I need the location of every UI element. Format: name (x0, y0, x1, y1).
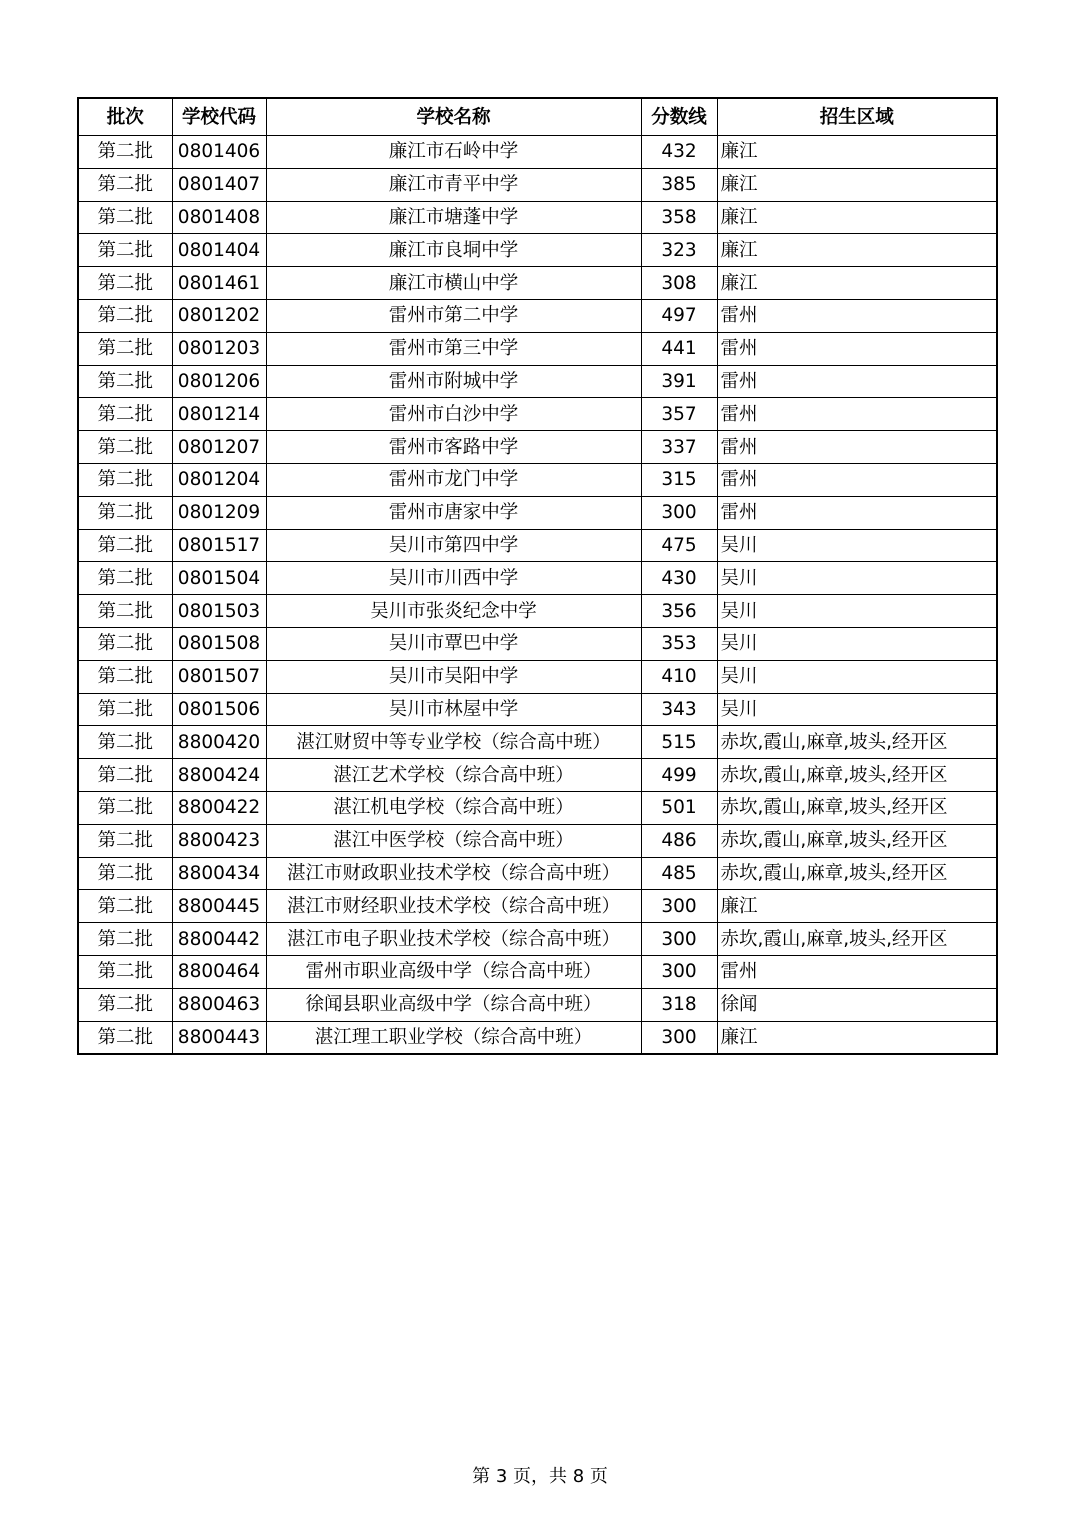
school-code-cell: 0801209 (172, 496, 266, 529)
table-row (78, 857, 997, 890)
enrollment-area-cell: 廉江 (717, 1021, 997, 1054)
school-name-cell: 湛江中医学校（综合高中班） (266, 824, 641, 857)
enrollment-area-cell: 吴川 (717, 529, 997, 562)
header-score-line: 分数线 (641, 98, 717, 136)
enrollment-area-cell: 赤坎,霞山,麻章,坡头,经开区 (717, 857, 997, 890)
batch-cell: 第二批 (78, 398, 172, 431)
score-line-cell: 486 (641, 824, 717, 857)
batch-cell: 第二批 (78, 923, 172, 956)
school-code-cell: 0801203 (172, 332, 266, 365)
batch-cell: 第二批 (78, 759, 172, 792)
school-name-cell: 吴川市覃巴中学 (266, 627, 641, 660)
enrollment-area-cell: 雷州 (717, 431, 997, 464)
school-name-cell: 雷州市第二中学 (266, 299, 641, 332)
school-code-cell: 0801408 (172, 201, 266, 234)
score-line-cell: 441 (641, 332, 717, 365)
table-row (78, 365, 997, 398)
batch-cell: 第二批 (78, 529, 172, 562)
table-body (78, 136, 997, 1055)
school-code-cell: 0801506 (172, 693, 266, 726)
enrollment-area-cell: 廉江 (717, 201, 997, 234)
table-row (78, 398, 997, 431)
school-name-cell: 廉江市良垌中学 (266, 234, 641, 267)
school-name-cell: 湛江理工职业学校（综合高中班） (266, 1021, 641, 1054)
batch-cell: 第二批 (78, 726, 172, 759)
table-row (78, 923, 997, 956)
table-row (78, 759, 997, 792)
table-row (78, 496, 997, 529)
score-line-cell: 343 (641, 693, 717, 726)
enrollment-area-cell: 赤坎,霞山,麻章,坡头,经开区 (717, 923, 997, 956)
table-row (78, 890, 997, 923)
table-row (78, 726, 997, 759)
batch-cell: 第二批 (78, 332, 172, 365)
school-code-cell: 8800422 (172, 791, 266, 824)
table-row (78, 201, 997, 234)
batch-cell: 第二批 (78, 627, 172, 660)
school-code-cell: 0801206 (172, 365, 266, 398)
batch-cell: 第二批 (78, 496, 172, 529)
score-line-cell: 315 (641, 463, 717, 496)
school-code-cell: 8800463 (172, 988, 266, 1021)
school-name-cell: 吴川市吴阳中学 (266, 660, 641, 693)
school-name-cell: 吴川市第四中学 (266, 529, 641, 562)
enrollment-area-cell: 吴川 (717, 562, 997, 595)
school-code-cell: 0801207 (172, 431, 266, 464)
table-row (78, 562, 997, 595)
batch-cell: 第二批 (78, 168, 172, 201)
score-line-cell: 308 (641, 267, 717, 300)
school-name-cell: 徐闻县职业高级中学（综合高中班） (266, 988, 641, 1021)
school-code-cell: 8800443 (172, 1021, 266, 1054)
table-row (78, 693, 997, 726)
school-name-cell: 雷州市第三中学 (266, 332, 641, 365)
score-line-cell: 515 (641, 726, 717, 759)
table-row (78, 136, 997, 169)
school-name-cell: 雷州市白沙中学 (266, 398, 641, 431)
score-line-cell: 353 (641, 627, 717, 660)
score-line-cell: 300 (641, 1021, 717, 1054)
batch-cell: 第二批 (78, 365, 172, 398)
enrollment-area-cell: 雷州 (717, 332, 997, 365)
batch-cell: 第二批 (78, 824, 172, 857)
enrollment-area-cell: 吴川 (717, 660, 997, 693)
score-line-cell: 497 (641, 299, 717, 332)
table-row (78, 267, 997, 300)
table-row (78, 595, 997, 628)
score-line-cell: 410 (641, 660, 717, 693)
enrollment-area-cell: 吴川 (717, 627, 997, 660)
school-code-cell: 0801202 (172, 299, 266, 332)
school-code-cell: 8800424 (172, 759, 266, 792)
score-line-cell: 337 (641, 431, 717, 464)
school-code-cell: 0801504 (172, 562, 266, 595)
enrollment-area-cell: 赤坎,霞山,麻章,坡头,经开区 (717, 726, 997, 759)
batch-cell: 第二批 (78, 857, 172, 890)
score-line-cell: 391 (641, 365, 717, 398)
school-code-cell: 0801507 (172, 660, 266, 693)
score-line-cell: 357 (641, 398, 717, 431)
score-line-cell: 300 (641, 890, 717, 923)
enrollment-area-cell: 徐闻 (717, 988, 997, 1021)
school-name-cell: 雷州市客路中学 (266, 431, 641, 464)
school-code-cell: 8800420 (172, 726, 266, 759)
enrollment-area-cell: 廉江 (717, 890, 997, 923)
school-code-cell: 0801508 (172, 627, 266, 660)
batch-cell: 第二批 (78, 955, 172, 988)
score-table (77, 97, 998, 1055)
school-code-cell: 0801517 (172, 529, 266, 562)
table-row (78, 627, 997, 660)
table-row (78, 529, 997, 562)
table-row (78, 955, 997, 988)
table-row (78, 1021, 997, 1054)
header-school-code: 学校代码 (172, 98, 266, 136)
school-code-cell: 0801461 (172, 267, 266, 300)
batch-cell: 第二批 (78, 890, 172, 923)
score-line-cell: 485 (641, 857, 717, 890)
enrollment-area-cell: 雷州 (717, 299, 997, 332)
school-name-cell: 湛江市财经职业技术学校（综合高中班） (266, 890, 641, 923)
school-name-cell: 湛江财贸中等专业学校（综合高中班） (266, 726, 641, 759)
batch-cell: 第二批 (78, 791, 172, 824)
enrollment-area-cell: 廉江 (717, 136, 997, 169)
table-header (78, 98, 997, 136)
school-code-cell: 0801406 (172, 136, 266, 169)
school-name-cell: 吴川市川西中学 (266, 562, 641, 595)
school-name-cell: 雷州市附城中学 (266, 365, 641, 398)
batch-cell: 第二批 (78, 431, 172, 464)
enrollment-area-cell: 雷州 (717, 955, 997, 988)
enrollment-area-cell: 吴川 (717, 595, 997, 628)
table-row (78, 168, 997, 201)
school-name-cell: 廉江市横山中学 (266, 267, 641, 300)
score-line-cell: 300 (641, 496, 717, 529)
enrollment-area-cell: 雷州 (717, 496, 997, 529)
score-line-cell: 432 (641, 136, 717, 169)
score-line-cell: 430 (641, 562, 717, 595)
header-school-name: 学校名称 (266, 98, 641, 136)
school-name-cell: 湛江市电子职业技术学校（综合高中班） (266, 923, 641, 956)
school-code-cell: 0801404 (172, 234, 266, 267)
school-code-cell: 8800464 (172, 955, 266, 988)
batch-cell: 第二批 (78, 988, 172, 1021)
score-line-cell: 385 (641, 168, 717, 201)
enrollment-area-cell: 雷州 (717, 365, 997, 398)
batch-cell: 第二批 (78, 463, 172, 496)
score-line-cell: 300 (641, 923, 717, 956)
table-row (78, 824, 997, 857)
score-line-cell: 499 (641, 759, 717, 792)
enrollment-area-cell: 赤坎,霞山,麻章,坡头,经开区 (717, 759, 997, 792)
batch-cell: 第二批 (78, 267, 172, 300)
page-number-footer: 第 3 页，共 8 页 (472, 1466, 608, 1487)
school-name-cell: 雷州市职业高级中学（综合高中班） (266, 955, 641, 988)
batch-cell: 第二批 (78, 299, 172, 332)
school-name-cell: 廉江市塘蓬中学 (266, 201, 641, 234)
enrollment-area-cell: 雷州 (717, 398, 997, 431)
score-line-cell: 356 (641, 595, 717, 628)
batch-cell: 第二批 (78, 234, 172, 267)
school-name-cell: 雷州市唐家中学 (266, 496, 641, 529)
school-code-cell: 8800442 (172, 923, 266, 956)
school-name-cell: 湛江机电学校（综合高中班） (266, 791, 641, 824)
enrollment-area-cell: 廉江 (717, 234, 997, 267)
school-code-cell: 0801407 (172, 168, 266, 201)
enrollment-area-cell: 雷州 (717, 463, 997, 496)
school-name-cell: 廉江市石岭中学 (266, 136, 641, 169)
school-code-cell: 0801503 (172, 595, 266, 628)
school-code-cell: 8800445 (172, 890, 266, 923)
enrollment-area-cell: 赤坎,霞山,麻章,坡头,经开区 (717, 791, 997, 824)
batch-cell: 第二批 (78, 660, 172, 693)
enrollment-area-cell: 廉江 (717, 267, 997, 300)
score-line-cell: 318 (641, 988, 717, 1021)
table-row (78, 234, 997, 267)
school-name-cell: 吴川市张炎纪念中学 (266, 595, 641, 628)
table-row (78, 660, 997, 693)
school-name-cell: 廉江市青平中学 (266, 168, 641, 201)
score-line-cell: 501 (641, 791, 717, 824)
table-row (78, 299, 997, 332)
score-line-cell: 475 (641, 529, 717, 562)
enrollment-area-cell: 吴川 (717, 693, 997, 726)
school-code-cell: 8800423 (172, 824, 266, 857)
table-row (78, 431, 997, 464)
batch-cell: 第二批 (78, 1021, 172, 1054)
enrollment-area-cell: 廉江 (717, 168, 997, 201)
table-row (78, 988, 997, 1021)
enrollment-area-cell: 赤坎,霞山,麻章,坡头,经开区 (717, 824, 997, 857)
header-enrollment-area: 招生区域 (717, 98, 997, 136)
batch-cell: 第二批 (78, 595, 172, 628)
table-row (78, 463, 997, 496)
school-code-cell: 0801204 (172, 463, 266, 496)
score-line-cell: 323 (641, 234, 717, 267)
score-line-cell: 300 (641, 955, 717, 988)
school-name-cell: 雷州市龙门中学 (266, 463, 641, 496)
header-row (78, 98, 997, 136)
school-name-cell: 湛江市财政职业技术学校（综合高中班） (266, 857, 641, 890)
school-name-cell: 吴川市林屋中学 (266, 693, 641, 726)
batch-cell: 第二批 (78, 562, 172, 595)
batch-cell: 第二批 (78, 693, 172, 726)
score-line-cell: 358 (641, 201, 717, 234)
table-row (78, 791, 997, 824)
school-code-cell: 0801214 (172, 398, 266, 431)
batch-cell: 第二批 (78, 201, 172, 234)
school-code-cell: 8800434 (172, 857, 266, 890)
header-batch: 批次 (78, 98, 172, 136)
batch-cell: 第二批 (78, 136, 172, 169)
table-row (78, 332, 997, 365)
school-name-cell: 湛江艺术学校（综合高中班） (266, 759, 641, 792)
